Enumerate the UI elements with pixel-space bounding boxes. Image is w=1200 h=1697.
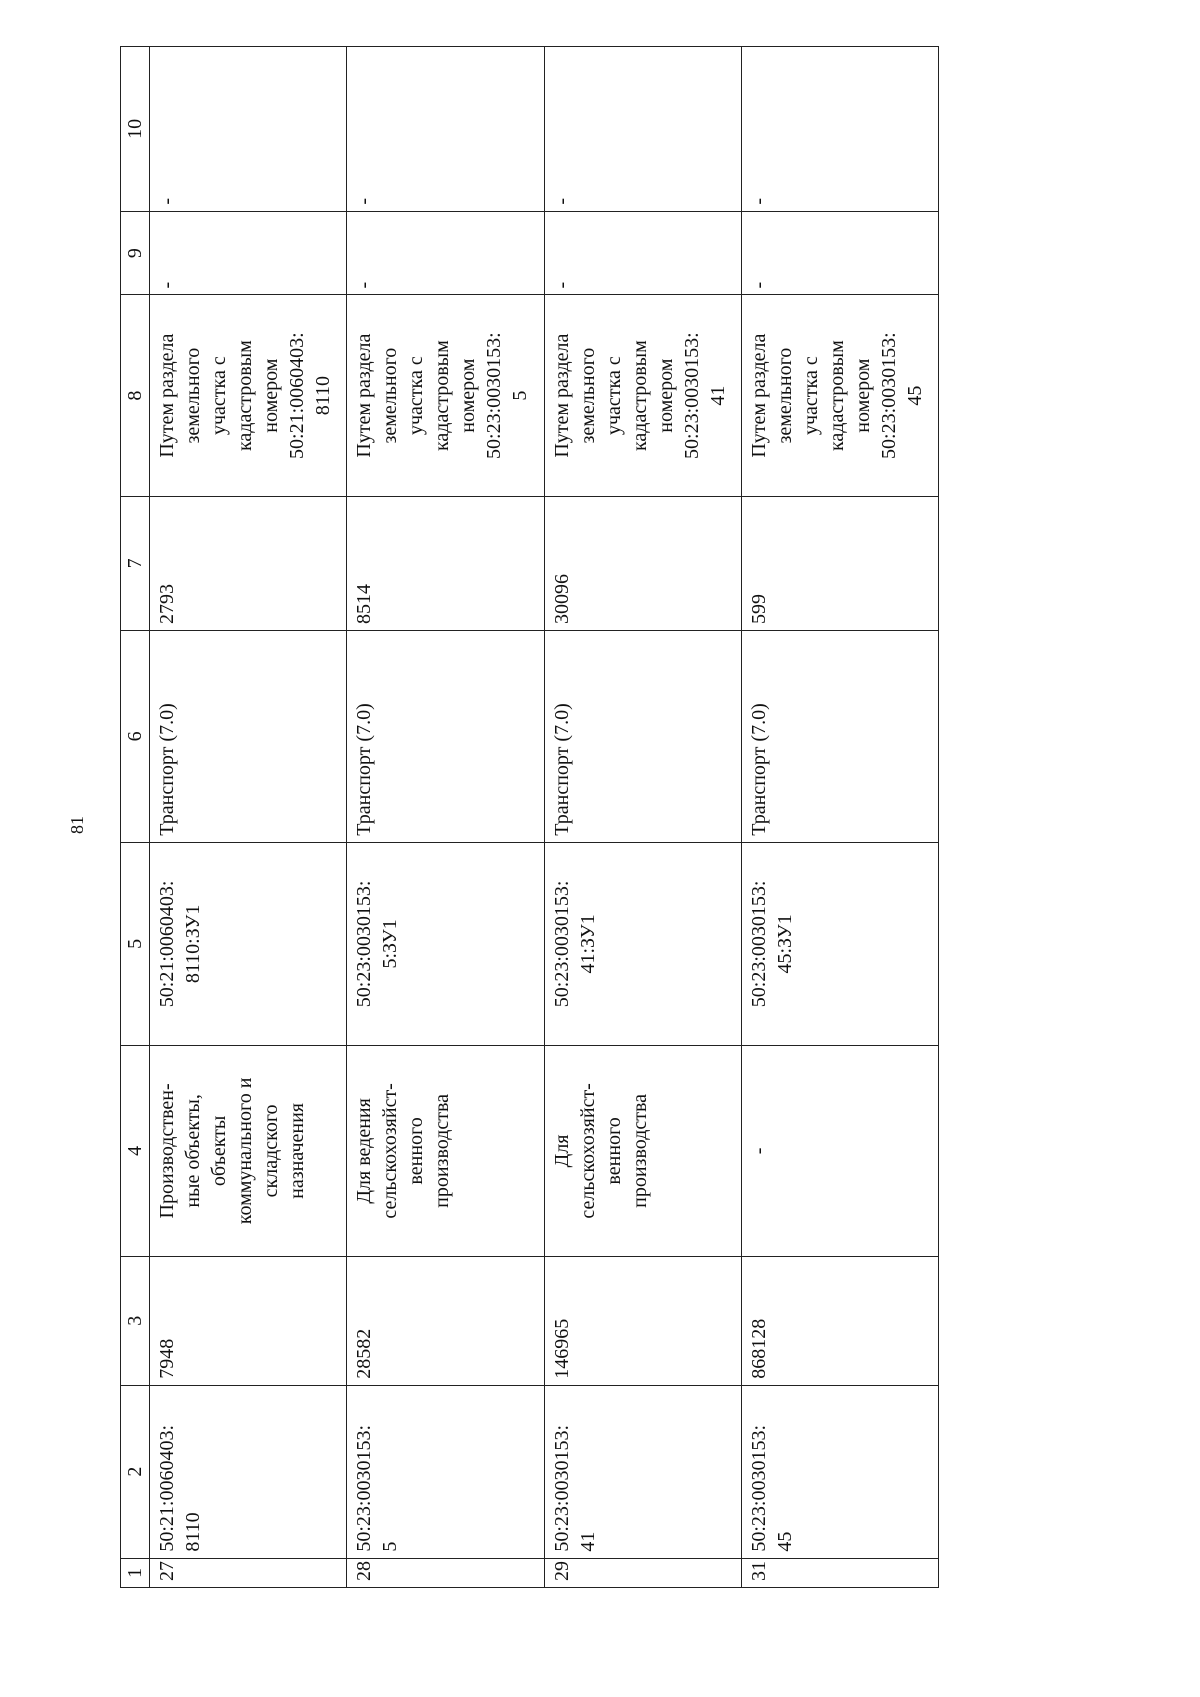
table-row (741, 47, 938, 1588)
header-cell: 1 (121, 1558, 150, 1587)
source-area-cell: 146965 (544, 1256, 741, 1385)
column-9-cell: - (150, 211, 347, 295)
row-number-cell: 29 (544, 1558, 741, 1587)
new-plot-number-cell: 50:23:0030153: 45:ЗУ1 (741, 842, 938, 1045)
header-cell: 6 (121, 630, 150, 842)
header-row (121, 47, 150, 1588)
column-9-cell: - (347, 211, 544, 295)
header-cell: 9 (121, 211, 150, 295)
table-row (544, 47, 741, 1588)
page-number: 81 (67, 816, 87, 834)
column-10-cell: - (741, 47, 938, 212)
column-9-cell: - (741, 211, 938, 295)
header-cell: 4 (121, 1046, 150, 1257)
source-cadastral-number-cell: 50:23:0030153: 5 (347, 1385, 544, 1558)
column-10-cell: - (544, 47, 741, 212)
table-row (347, 47, 544, 1588)
permitted-use-cell: Для сельскохозяйст- венного производства (544, 1046, 741, 1257)
land-plots-table (120, 46, 939, 1588)
formation-method-cell: Путем раздела земельного участка с кадастровым номером 50:21:0060403: 8110 (150, 295, 347, 496)
new-permitted-use-cell: Транспорт (7.0) (347, 630, 544, 842)
row-number-cell: 31 (741, 1558, 938, 1587)
column-9-cell: - (544, 211, 741, 295)
new-plot-area-cell: 8514 (347, 496, 544, 630)
source-area-cell: 7948 (150, 1256, 347, 1385)
permitted-use-cell: Для ведения сельскохозяйст- венного производства (347, 1046, 544, 1257)
header-cell: 3 (121, 1256, 150, 1385)
column-10-cell: - (347, 47, 544, 212)
new-plot-number-cell: 50:21:0060403: 8110:ЗУ1 (150, 842, 347, 1045)
new-plot-area-cell: 30096 (544, 496, 741, 630)
new-plot-number-cell: 50:23:0030153: 41:ЗУ1 (544, 842, 741, 1045)
source-cadastral-number-cell: 50:23:0030153: 41 (544, 1385, 741, 1558)
header-cell: 8 (121, 295, 150, 496)
land-plots-table-wrapper (120, 46, 939, 1588)
source-area-cell: 28582 (347, 1256, 544, 1385)
new-plot-number-cell: 50:23:0030153: 5:ЗУ1 (347, 842, 544, 1045)
new-permitted-use-cell: Транспорт (7.0) (150, 630, 347, 842)
source-cadastral-number-cell: 50:21:0060403: 8110 (150, 1385, 347, 1558)
formation-method-cell: Путем раздела земельного участка с кадастровым номером 50:23:0030153: 5 (347, 295, 544, 496)
formation-method-cell: Путем раздела земельного участка с кадастровым номером 50:23:0030153: 41 (544, 295, 741, 496)
permitted-use-cell: Производствен- ные объекты, объекты коммунального и складского назначения (150, 1046, 347, 1257)
source-area-cell: 868128 (741, 1256, 938, 1385)
new-permitted-use-cell: Транспорт (7.0) (741, 630, 938, 842)
header-cell: 2 (121, 1385, 150, 1558)
row-number-cell: 28 (347, 1558, 544, 1587)
header-cell: 7 (121, 496, 150, 630)
table-body (150, 47, 939, 1588)
source-cadastral-number-cell: 50:23:0030153: 45 (741, 1385, 938, 1558)
row-number-cell: 27 (150, 1558, 347, 1587)
column-10-cell: - (150, 47, 347, 212)
header-cell: 10 (121, 47, 150, 212)
header-cell: 5 (121, 842, 150, 1045)
formation-method-cell: Путем раздела земельного участка с кадастровым номером 50:23:0030153: 45 (741, 295, 938, 496)
table-row (150, 47, 347, 1588)
new-permitted-use-cell: Транспорт (7.0) (544, 630, 741, 842)
new-plot-area-cell: 599 (741, 496, 938, 630)
permitted-use-cell: - (741, 1046, 938, 1257)
new-plot-area-cell: 2793 (150, 496, 347, 630)
